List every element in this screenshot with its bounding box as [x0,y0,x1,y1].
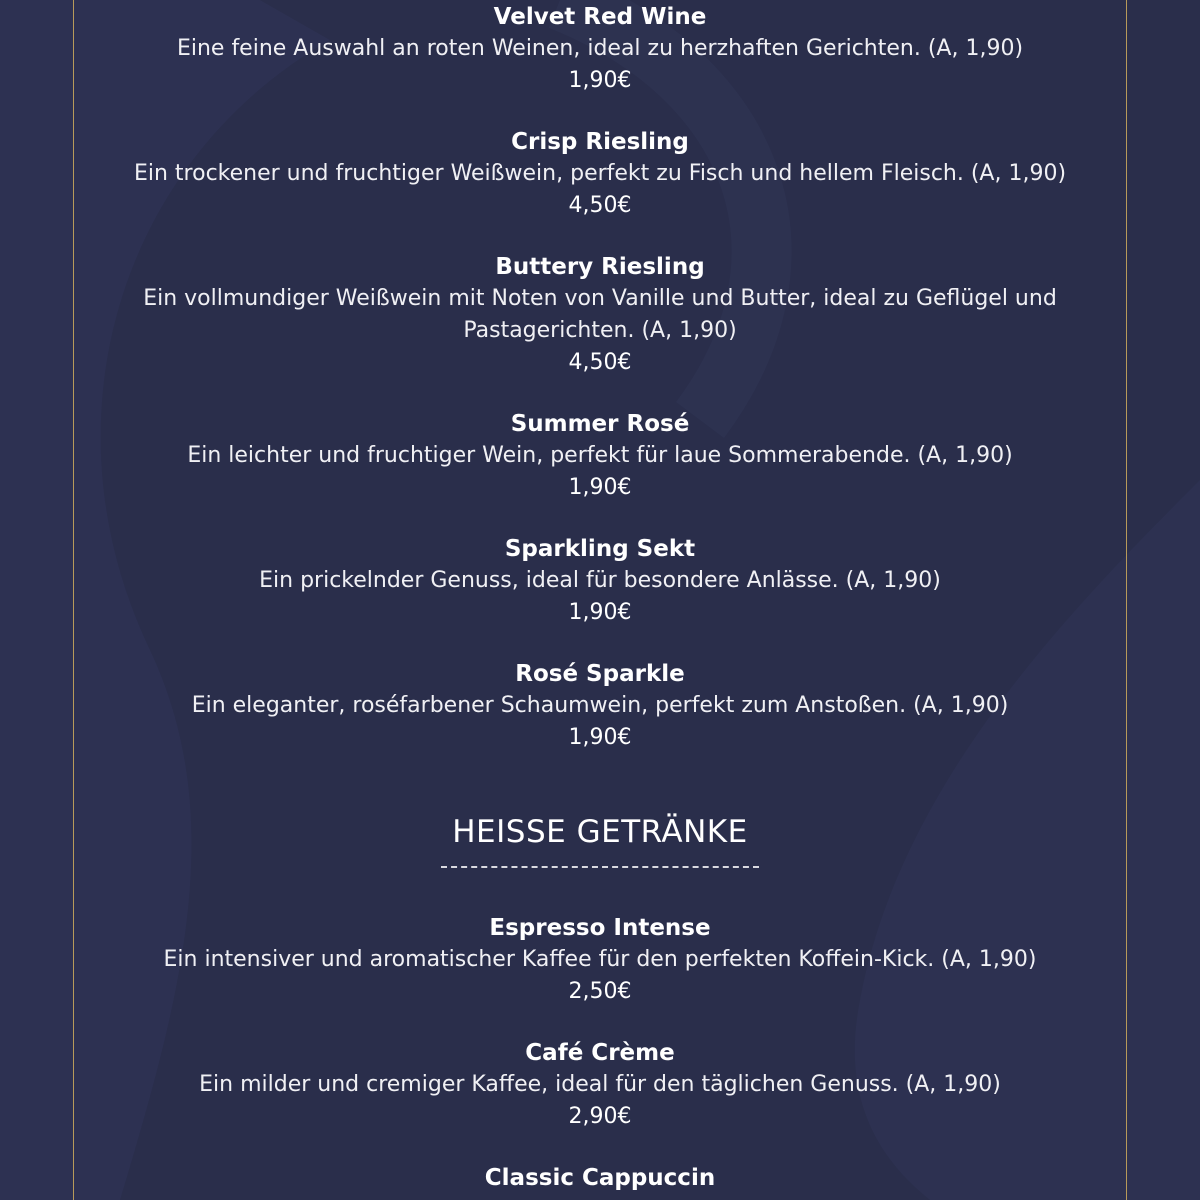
section-divider [441,866,759,868]
menu-item-price: 1,90€ [568,475,632,500]
menu-item-price: 2,90€ [568,1104,632,1129]
menu-item-price: 2,50€ [568,979,632,1004]
section-title-hot-drinks: HEISSE GETRÄNKE [452,814,748,850]
menu-item-name: Sparkling Sekt [504,536,696,562]
menu-item-name: Café Crème [525,1040,675,1066]
menu-item-price: 1,90€ [568,68,632,93]
menu-item-description: Ein prickelnder Genuss, ideal für besondere Anlässe. (A, 1,90) [259,568,941,593]
menu-item [74,1037,1126,1133]
menu-item-name: Classic Cappuccin [484,1165,716,1191]
menu-item [74,912,1126,1008]
menu-item [74,658,1126,754]
menu-item-name: Rosé Sparkle [515,661,685,687]
menu-item-name: Crisp Riesling [511,129,689,155]
menu-item-name: Espresso Intense [489,915,711,941]
menu-item-description: Eine feine Auswahl an roten Weinen, ideal zu herzhaften Gerichten. (A, 1,90) [176,36,1024,61]
menu-item-price: 4,50€ [568,350,632,375]
menu-item [74,1162,1126,1194]
menu-item-price: 4,50€ [568,193,632,218]
menu-item-price: 1,90€ [568,725,632,750]
menu-item [74,126,1126,222]
menu-item [74,251,1126,379]
frame-border-right [1126,0,1127,1200]
menu-item-name: Buttery Riesling [495,254,705,280]
menu-item-name: Summer Rosé [510,411,690,437]
menu-item-price: 1,90€ [568,600,632,625]
menu-item-name: Velvet Red Wine [493,4,707,30]
menu-item-description: Ein trockener und fruchtiger Weißwein, perfekt zu Fisch und hellem Fleisch. (A, 1,90) [133,161,1067,186]
menu-item [74,408,1126,504]
menu-item-description: Ein intensiver und aromatischer Kaffee für den perfekten Koffein-Kick. (A, 1,90) [163,947,1037,972]
menu-item-description: Ein milder und cremiger Kaffee, ideal für den täglichen Genuss. (A, 1,90) [199,1072,1001,1097]
menu-item [74,1,1126,97]
menu-item-description: Ein leichter und fruchtiger Wein, perfekt für laue Sommerabende. (A, 1,90) [187,443,1013,468]
menu-item-description: Ein vollmundiger Weißwein mit Noten von Vanille und Butter, ideal zu Geflügel und Pastagerichten. (A, 1,90) [143,286,1057,343]
menu-content [74,0,1126,1200]
menu-item [74,533,1126,629]
menu-item-description: Ein eleganter, roséfarbener Schaumwein, perfekt zum Anstoßen. (A, 1,90) [191,693,1009,718]
